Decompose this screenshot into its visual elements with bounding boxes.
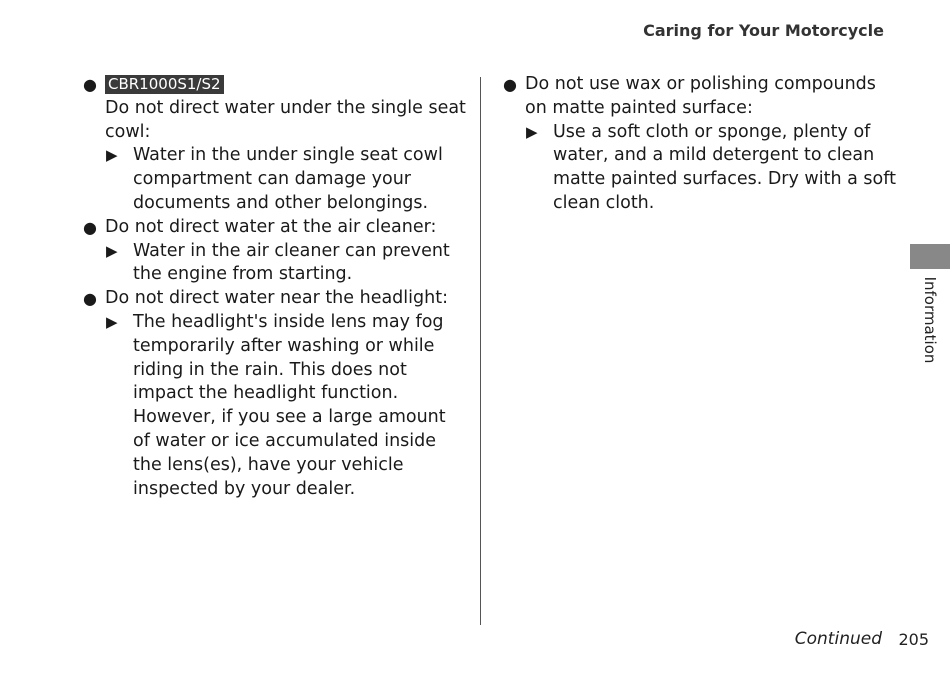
arrow-icon: ▶ (106, 312, 118, 331)
sub-item-text: Water in the air cleaner can prevent the engine from starting. (133, 240, 450, 285)
list-item (83, 287, 468, 501)
arrow-icon: ▶ (106, 241, 118, 260)
list-item (83, 73, 468, 216)
item-text: Do not direct water at the air cleaner: (105, 216, 437, 237)
model-tag: CBR1000S1/S2 (105, 75, 224, 94)
item-text: Do not direct water under the single seat cowl: (105, 97, 466, 142)
item-text: Do not direct water near the headlight: (105, 288, 448, 309)
sub-item-text: Use a soft cloth or sponge, plenty of water, and a mild detergent to clean matte painted surfaces. Dry with a soft clean cloth. (553, 121, 896, 213)
sub-item-text: Water in the under single seat cowl compartment can damage your documents and other belongings. (133, 145, 443, 213)
arrow-icon: ▶ (106, 146, 118, 165)
sub-item-text: The headlight's inside lens may fog temporarily after washing or while riding in the rain. This does not impact the headlight function. (133, 311, 444, 404)
item-text: Do not use wax or polishing compounds on matte painted surface: (525, 74, 876, 118)
section-tab-marker (910, 244, 950, 269)
page-number: 205 (898, 630, 929, 649)
list-item (503, 73, 898, 216)
bullet-icon: ● (83, 289, 97, 309)
sub-item (105, 240, 468, 288)
right-column (503, 73, 898, 216)
column-divider (480, 77, 481, 625)
sub-item-text-extra: However, if you see a large amount of water or ice accumulated inside the lens(es), have your vehicle inspected by your dealer. (133, 407, 446, 499)
bullet-icon: ● (83, 217, 97, 237)
page-header: Caring for Your Motorcycle (643, 21, 884, 40)
sub-item (105, 144, 468, 215)
section-tab-label: Information (921, 276, 939, 364)
continued-label: Continued (794, 629, 882, 649)
arrow-icon: ▶ (526, 122, 538, 141)
sub-item (525, 121, 898, 216)
list-item (83, 216, 468, 287)
bullet-icon: ● (83, 75, 97, 94)
left-column (83, 73, 468, 501)
sub-item (105, 311, 468, 501)
bullet-icon: ● (503, 75, 517, 94)
